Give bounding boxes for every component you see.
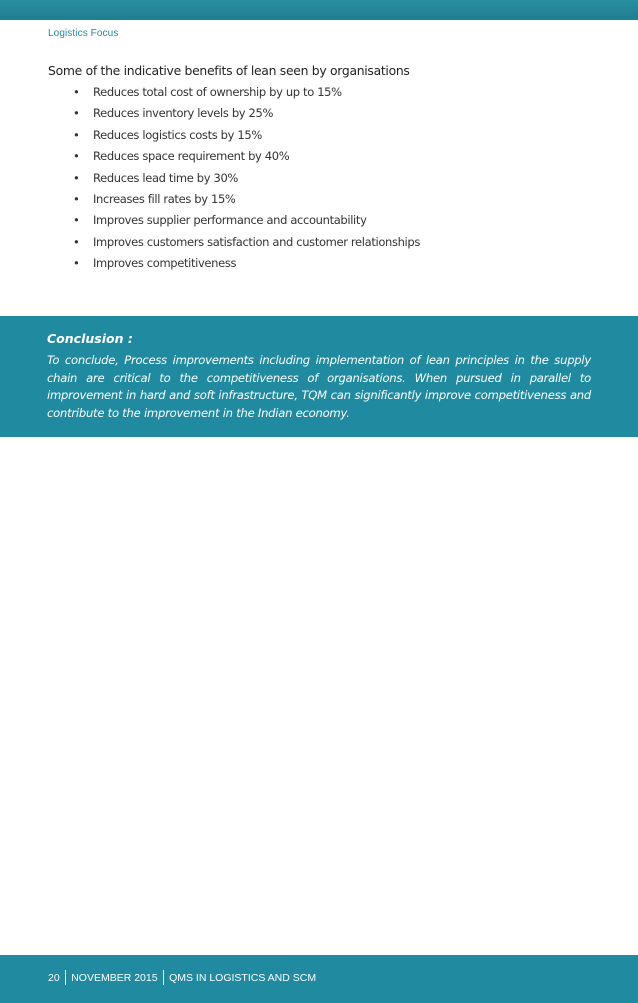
conclusion-title: Conclusion : [47, 331, 133, 346]
list-item [73, 171, 420, 192]
section-label: Logistics Focus [48, 28, 119, 39]
issue-date: NOVEMBER 2015 [71, 971, 158, 984]
list-item-text: Reduces inventory levels by 25% [93, 106, 274, 121]
publication-title: QMS IN LOGISTICS AND SCM [169, 971, 317, 984]
list-item-text: Improves competitiveness [93, 256, 237, 271]
list-item-text: Reduces total cost of ownership by up to 15% [93, 85, 342, 99]
bullet-icon: • [73, 170, 80, 185]
footer-divider [65, 970, 67, 985]
bullet-icon: • [73, 191, 80, 206]
bullet-icon: • [73, 106, 80, 121]
list-item-text: Increases fill rates by 15% [93, 191, 236, 206]
top-color-band [0, 0, 638, 20]
footer-band [0, 955, 638, 1003]
list-item [73, 149, 420, 170]
list-item [73, 106, 420, 127]
page-number: 20 [48, 971, 60, 984]
list-item-text: Improves customers satisfaction and customer relationships [93, 234, 420, 249]
benefits-heading: Some of the indicative benefits of lean seen by organisations [48, 63, 410, 78]
bullet-icon: • [73, 127, 80, 142]
footer-divider [163, 970, 165, 985]
list-item [73, 192, 420, 213]
bullet-icon: • [73, 213, 80, 228]
list-item-text: Reduces logistics costs by 15% [93, 127, 262, 142]
list-item [73, 256, 420, 277]
benefits-list [73, 85, 420, 278]
list-item [73, 128, 420, 149]
list-item [73, 85, 420, 106]
footer [48, 970, 316, 985]
conclusion-box [0, 316, 638, 437]
list-item-text: Improves supplier performance and accountability [93, 213, 367, 228]
list-item-text: Reduces lead time by 30% [93, 170, 239, 185]
list-item [73, 235, 420, 256]
bullet-icon: • [73, 85, 80, 99]
bullet-icon: • [73, 234, 80, 249]
list-item-text: Reduces space requirement by 40% [93, 149, 290, 164]
conclusion-text: To conclude, Process improvements including implementation of lean principles in the supply chain are critical to the competitiveness of organisations. When pursued in parallel to improvement in hard and soft infrastructure, TQM can significantly improve competitiveness and contribute to the improvement in the Indian economy. [47, 353, 591, 420]
list-item [73, 213, 420, 234]
bullet-icon: • [73, 256, 80, 271]
bullet-icon: • [73, 149, 80, 164]
